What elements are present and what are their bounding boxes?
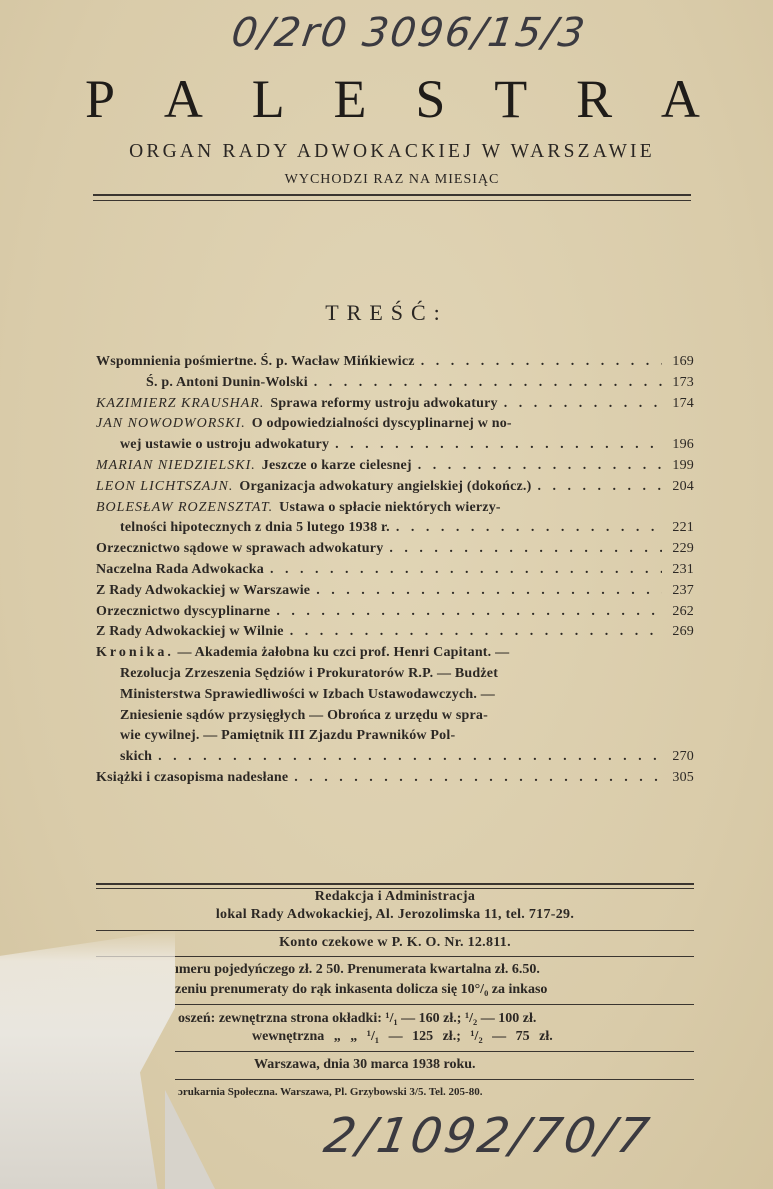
editorial-address: lokal Rady Adwokackiej, Al. Jerozolimska 11, tel. 717-29. <box>215 907 575 922</box>
toc-entry: Z Rady Adwokackiej w Warszawie . . . 237 <box>96 581 694 602</box>
journal-subtitle: ORGAN RADY ADWOKACKIEJ W WARSZAWIE <box>129 141 655 162</box>
divider <box>96 930 694 931</box>
editorial-office-label: Redakcja i Administracja <box>314 889 476 904</box>
toc-entry: BOLESŁAW ROZENSZTAT. Ustawa o spłacie niektórych wierzy- <box>96 499 501 515</box>
handwritten-catalog-number: 0/2r0 3096/15/3 <box>228 10 590 56</box>
contents-heading: TREŚĆ: <box>325 300 448 325</box>
divider <box>175 1004 694 1005</box>
paper-damage <box>165 1090 215 1189</box>
toc-entry: KAZIMIERZ KRAUSHAR. Sprawa reformy ustroju adwokatury . . . 174 <box>96 394 694 415</box>
toc-author: KAZIMIERZ KRAUSHAR. <box>96 395 265 411</box>
kronika-label: Kronika. <box>96 645 174 661</box>
toc-entry: Z Rady Adwokackiej w Wilnie . . . 269 <box>96 622 694 643</box>
toc-entry: Orzecznictwo dyscyplinarne . . . 262 <box>96 602 694 623</box>
toc-entry: Orzecznictwo sądowe w sprawach adwokatury . . . 229 <box>96 539 694 560</box>
toc-author: JAN NOWODWORSKI. <box>96 416 246 432</box>
printer-info: ɔrukarnia Społeczna. Warszawa, Pl. Grzybowski 3/5. Tel. 205-80. <box>178 1086 483 1098</box>
toc-author: BOLESŁAW ROZENSZTAT. <box>96 499 274 515</box>
toc-entry: wej ustawie o ustroju adwokatury . . . 196 <box>96 435 694 456</box>
header-divider <box>93 194 691 201</box>
collection-fee: zeniu prenumeraty do rąk inkasenta dolicza się 10°/₀ za inkaso <box>175 982 548 997</box>
divider <box>96 956 694 957</box>
divider <box>175 1051 694 1052</box>
table-of-contents: Wspomnienia pośmiertne. Ś. p. Wacław Mińkiewicz . . . 169 Ś. p. Antoni Dunin-Wolski . . . 173 KAZIMIERZ KRAUSHAR. Sprawa reformy ustroju adwokatury . . . 174 JAN NOWODWORSKI. O odpowiedzialności dyscyplinarnej w no- wej ustawie o ustroju adwokatury . . . 196 MARIAN NIEDZIELSKI. Jeszcze o karze cielesnej . . . 199 LEON LICHTSZAJN. Organizacja adwokatury angielskiej (dokończ.) . . . 204 BOLESŁAW ROZENSZTAT. Ustawa o spłacie niektórych wierzy- telności hipotecznych z dnia 5 lutego 1938 r. . . . 221 Orzecznictwo sądowe w sprawach adwokatury . . . 229 Naczelna Rada Adwokacka . . . 231 Z Rady Adwokackiej w Warszawie . . . 237 Orzecznictwo dyscyplinarne . . . 262 Z Rady Adwokackiej w Wilnie . . . 269 Kronika. — Akademia żałobna ku czci prof. Henri Capitant. — Rezolucja Zrzeszenia Sędziów i Prokuratorów R.P. — Budżet Ministerstwa Sprawiedliwości w Izbach Ustawodawczych. — Zniesienie sądów przysięgłych — Obrońca z urzędu w spra- wie cywilnej. — Pamiętnik III Zjazdu Prawników Pol- skich . . . 270 Książki i czasopisma nadesłane . . . 305 <box>96 352 694 789</box>
toc-author: MARIAN NIEDZIELSKI. <box>96 457 256 473</box>
ad-rates-outer: oszeń: zewnętrzna strona okładki: ¹/₁ — 160 zł.; ¹/₂ — 100 zł. <box>178 1011 537 1026</box>
title-letter: A <box>660 69 700 129</box>
toc-entry: Wspomnienia pośmiertne. Ś. p. Wacław Mińkiewicz . . . 169 <box>96 352 694 373</box>
toc-entry: Naczelna Rada Adwokacka . . . 231 <box>96 560 694 581</box>
publication-frequency: WYCHODZI RAZ NA MIESIĄC <box>284 172 500 187</box>
toc-entry: LEON LICHTSZAJN. Organizacja adwokatury angielskiej (dokończ.) . . . 204 <box>96 477 694 498</box>
handwritten-shelf-mark: 2/1092/70/7 <box>320 1108 656 1164</box>
paper-damage <box>0 930 175 1189</box>
toc-entry: MARIAN NIEDZIELSKI. Jeszcze o karze cielesnej . . . 199 <box>96 456 694 477</box>
journal-title <box>85 68 700 130</box>
toc-entry: telności hipotecznych z dnia 5 lutego 1938 r. . . . 221 <box>96 518 694 539</box>
subscription-price: ımeru pojedyńczego zł. 2 50. Prenumerata kwartalna zł. 6.50. <box>175 962 540 977</box>
divider <box>175 1079 694 1080</box>
toc-entry: JAN NOWODWORSKI. O odpowiedzialności dyscyplinarnej w no- <box>96 416 512 432</box>
toc-entry: Ś. p. Antoni Dunin-Wolski . . . 173 <box>96 373 694 394</box>
title-letter: S <box>415 69 446 129</box>
ad-rates-inner: wewnętrzna „ „ ¹/₁ — 125 zł.; ¹/₂ — 75 zł. <box>252 1029 553 1044</box>
toc-entry: Książki i czasopisma nadesłane . . . 305 <box>96 768 694 789</box>
title-letter: L <box>251 69 285 129</box>
toc-author: LEON LICHTSZAJN. <box>96 478 234 494</box>
title-letter: T <box>494 69 528 129</box>
title-letter: E <box>333 69 367 129</box>
toc-kronika: Kronika. — Akademia żałobna ku czci prof. Henri Capitant. — <box>96 645 510 661</box>
title-letter: P <box>85 69 116 129</box>
bank-account: Konto czekowe w P. K. O. Nr. 12.811. <box>279 935 511 950</box>
issue-date: Warszawa, dnia 30 marca 1938 roku. <box>254 1057 476 1072</box>
title-letter: R <box>576 69 613 129</box>
title-letter: A <box>163 69 203 129</box>
